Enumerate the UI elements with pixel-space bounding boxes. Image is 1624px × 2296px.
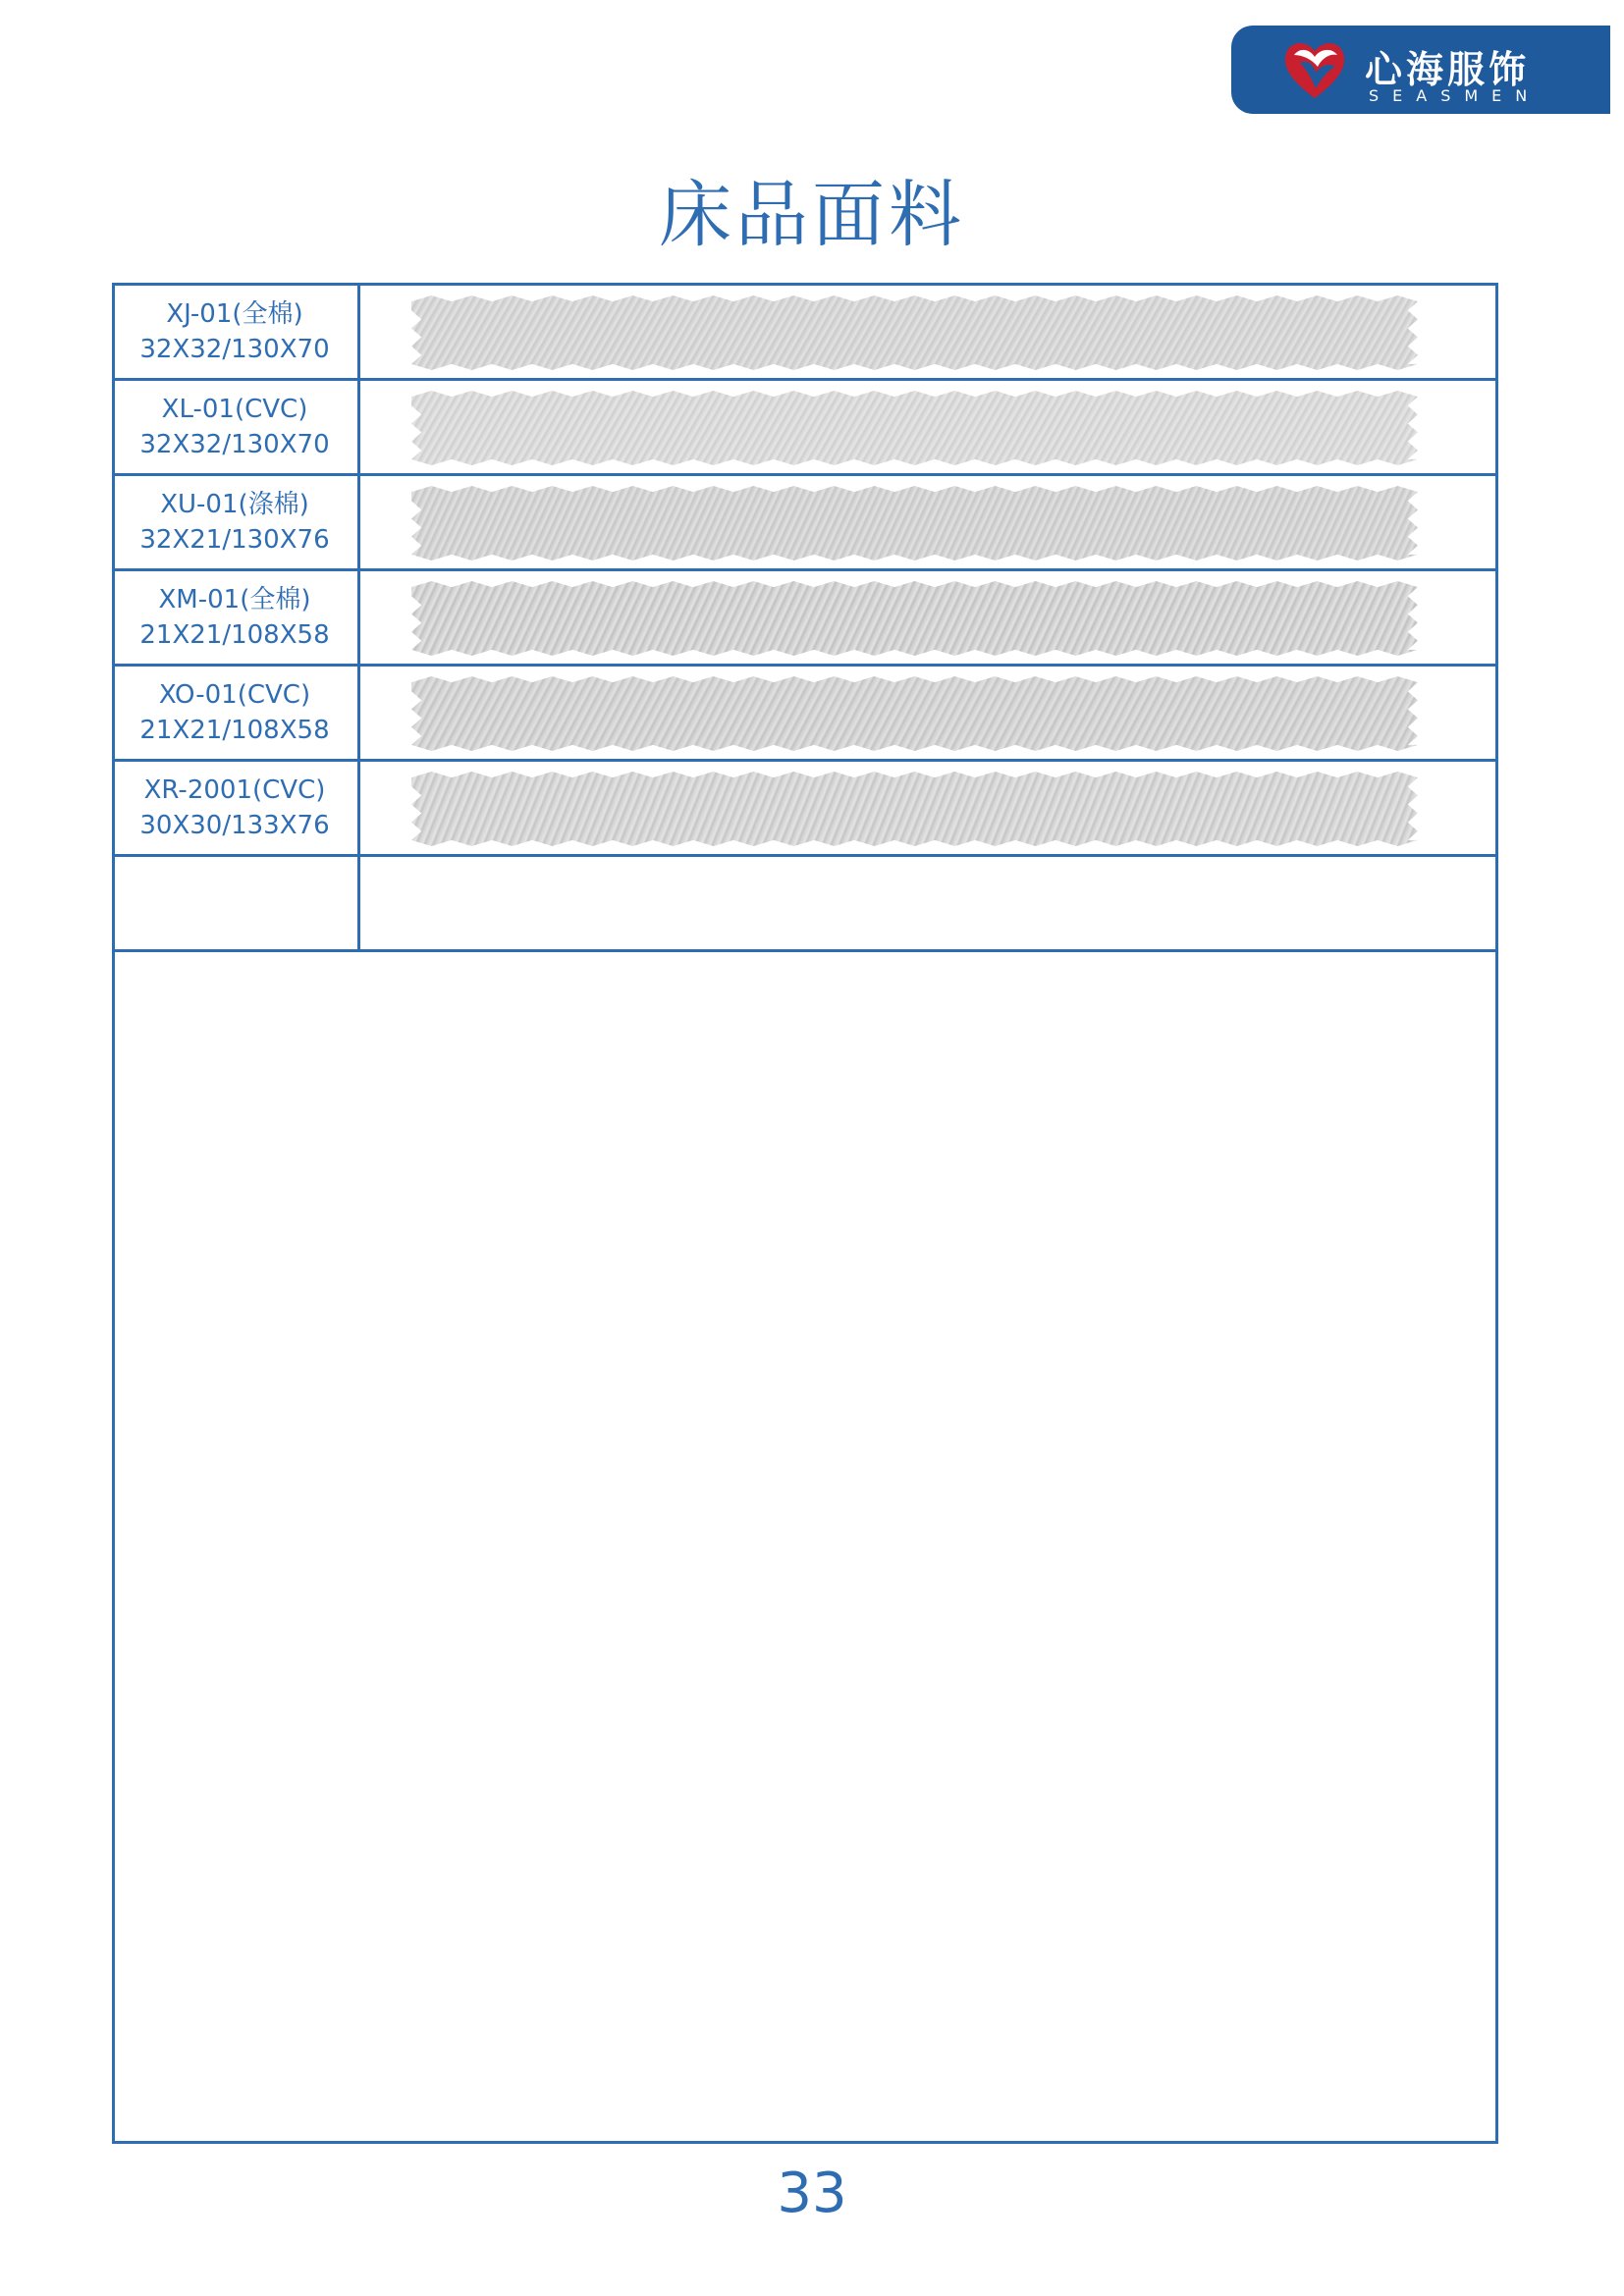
fabric-swatch <box>411 772 1418 846</box>
brand-badge <box>1231 26 1610 114</box>
fabric-code: XJ-01(全棉) <box>166 299 303 329</box>
fabric-code: XO-01(CVC) <box>158 680 311 710</box>
fabric-label <box>112 667 360 759</box>
brand-name-cn: 心海服饰 <box>1365 48 1531 91</box>
fabric-spec: 32X32/130X70 <box>139 335 330 364</box>
fabric-code: XR-2001(CVC) <box>143 775 326 805</box>
fabric-swatch <box>411 391 1418 465</box>
fabric-spec: 32X21/130X76 <box>139 525 330 555</box>
fabric-label <box>112 476 360 568</box>
fabric-row <box>112 286 1498 381</box>
fabric-row <box>112 381 1498 476</box>
fabric-spec: 32X32/130X70 <box>139 430 330 459</box>
fabric-label <box>112 381 360 473</box>
fabric-row <box>112 762 1498 857</box>
fabric-label <box>112 286 360 378</box>
empty-label-cell <box>112 857 360 949</box>
fabric-spec: 21X21/108X58 <box>139 716 330 745</box>
brand-name-en: SEASMEN <box>1369 86 1542 105</box>
empty-row <box>112 857 1498 952</box>
fabric-spec: 30X30/133X76 <box>139 811 330 840</box>
fabric-spec: 21X21/108X58 <box>139 620 330 650</box>
fabric-row <box>112 571 1498 667</box>
fabric-swatch <box>411 676 1418 751</box>
heart-logo-icon <box>1280 37 1349 102</box>
fabric-label <box>112 762 360 854</box>
fabric-label <box>112 571 360 664</box>
fabric-swatch <box>411 486 1418 561</box>
fabric-code: XU-01(涤棉) <box>160 490 309 519</box>
fabric-row <box>112 476 1498 571</box>
fabric-code: XM-01(全棉) <box>158 585 311 614</box>
fabric-code: XL-01(CVC) <box>161 395 308 424</box>
fabric-swatch <box>411 295 1418 370</box>
fabric-swatch <box>411 581 1418 656</box>
page-title: 床品面料 <box>659 173 965 257</box>
fabric-row <box>112 667 1498 762</box>
page-number: 33 <box>777 2162 847 2225</box>
